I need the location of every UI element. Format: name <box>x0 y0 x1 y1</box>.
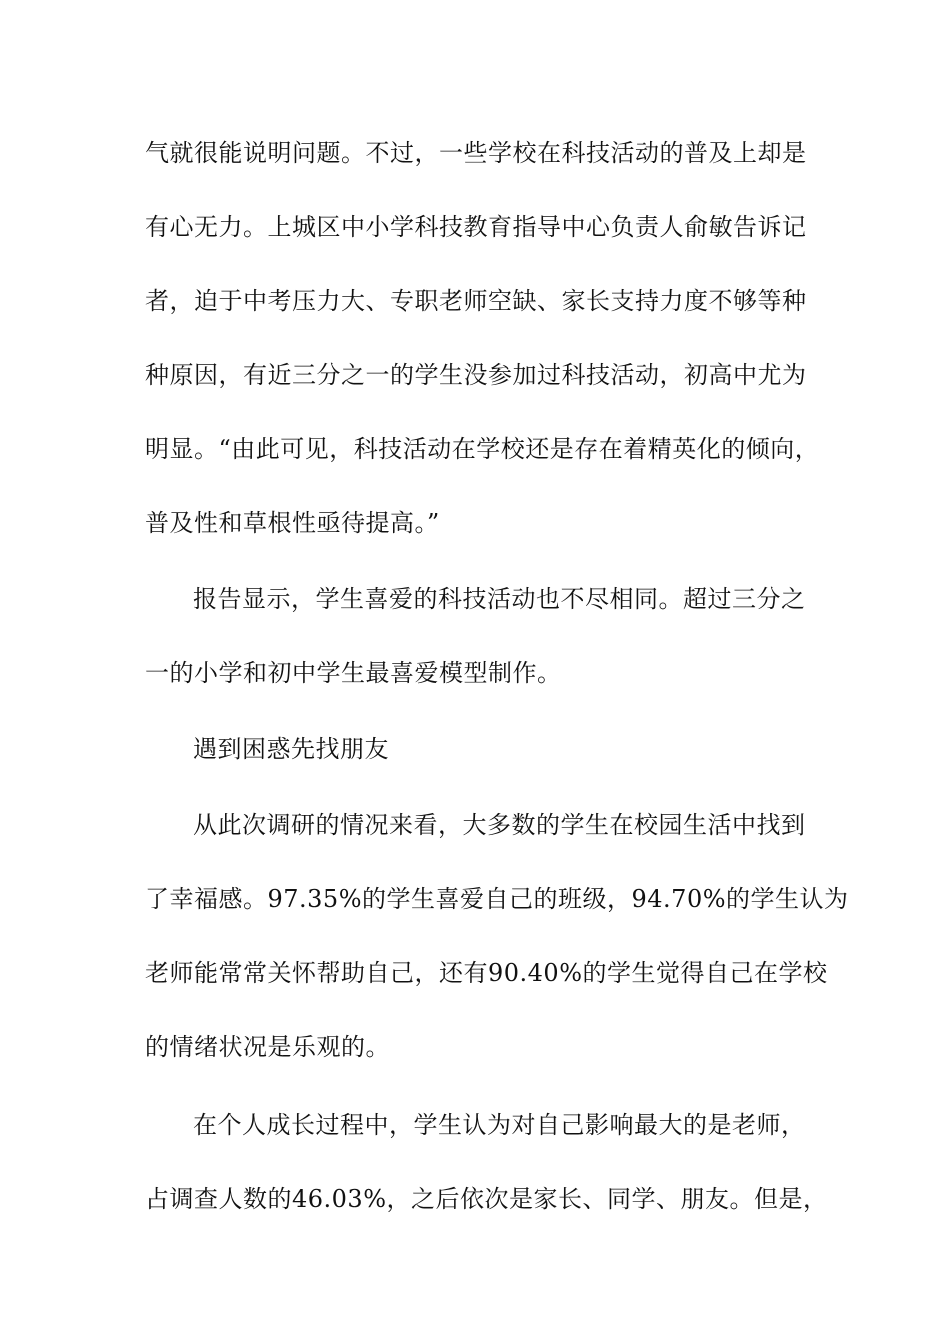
text-line: 占调查人数的46.03%，之后依次是家长、同学、朋友。但是， <box>145 1185 828 1213</box>
paragraph-first-line: 报告显示，学生喜爱的科技活动也不尽相同。超过三分之 <box>193 585 806 613</box>
paragraph-first-line: 从此次调研的情况来看，大多数的学生在校园生活中找到 <box>193 811 806 839</box>
text-line: 的情绪状况是乐观的。 <box>145 1033 390 1061</box>
text-line: 明显。“由此可见，科技活动在学校还是存在着精英化的倾向， <box>145 435 820 463</box>
text-line: 老师能常常关怀帮助自己，还有90.40%的学生觉得自己在学校 <box>145 959 828 987</box>
text-line: 了幸福感。97.35%的学生喜爱自己的班级，94.70%的学生认为 <box>145 885 849 913</box>
paragraph-first-line: 在个人成长过程中，学生认为对自己影响最大的是老师， <box>193 1111 806 1139</box>
text-line: 一的小学和初中学生最喜爱模型制作。 <box>145 659 562 687</box>
text-line: 者，迫于中考压力大、专职老师空缺、家长支持力度不够等种 <box>145 287 807 315</box>
text-line: 种原因，有近三分之一的学生没参加过科技活动，初高中尤为 <box>145 361 807 389</box>
text-line: 普及性和草根性亟待提高。” <box>145 509 440 537</box>
text-line: 气就很能说明问题。不过，一些学校在科技活动的普及上却是 <box>145 139 807 167</box>
section-heading: 遇到困惑先找朋友 <box>193 735 389 763</box>
text-line: 有心无力。上城区中小学科技教育指导中心负责人俞敏告诉记 <box>145 213 807 241</box>
